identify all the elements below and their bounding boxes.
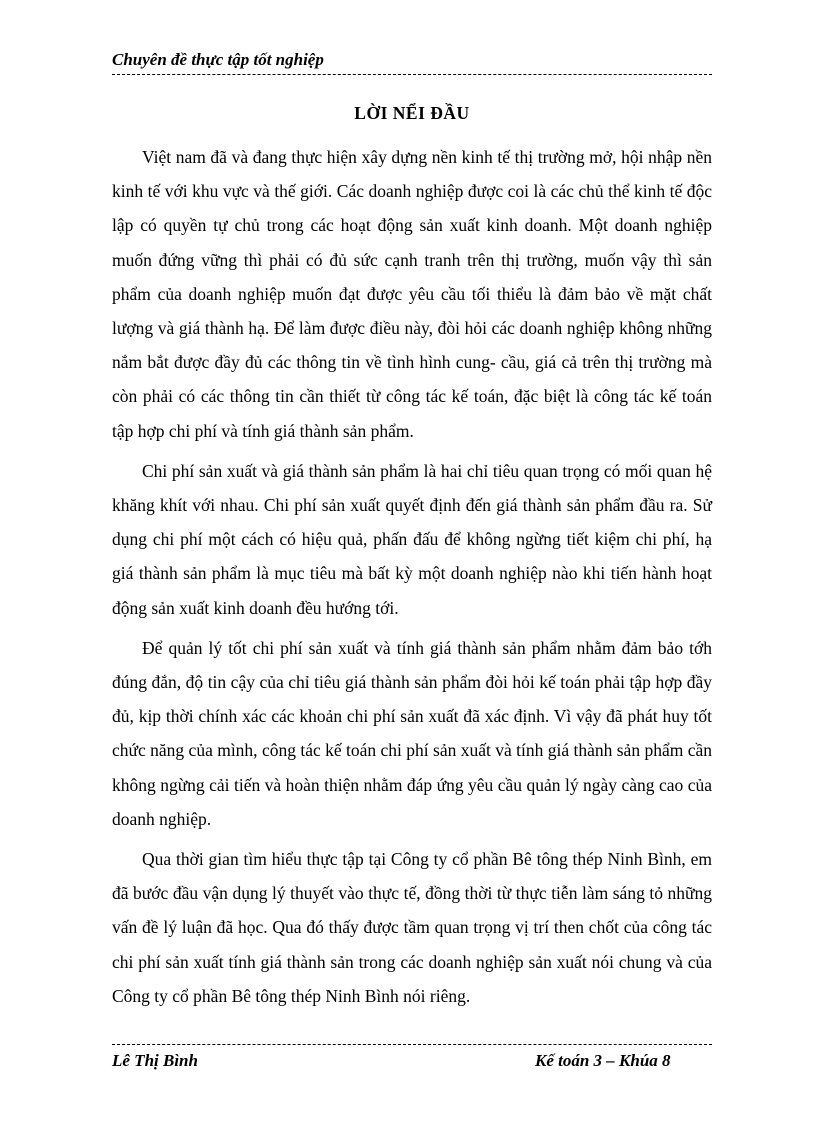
document-body — [112, 140, 712, 1019]
header-divider — [112, 74, 712, 75]
page-header-title: Chuyên đề thực tập tốt nghiệp — [112, 50, 324, 69]
paragraph: Chi phí sản xuất và giá thành sản phẩm là hai chỉ tiêu quan trọng có mối quan hệ khăng khít với nhau. Chi phí sản xuất quyết định đến giá thành sản phẩm đầu ra. Sử dụng chi phí một cách có hiệu quả, phấn đấu để không ngừng tiết kiệm chi phí, hạ giá thành sản phẩm là mục tiêu mà bất kỳ một doanh nghiệp nào khi tiến hành hoạt động sản xuất kinh doanh đều hướng tới. — [112, 460, 712, 618]
footer-author: Lê Thị Bình — [112, 1051, 198, 1070]
paragraph: Để quản lý tốt chi phí sản xuất và tính giá thành sản phẩm nhằm đảm bảo tớh đúng đắn, độ tin cậy của chỉ tiêu giá thành sản phẩm đòi hỏi kế toán phải tập hợp đầy đủ, kịp thời chính xác các khoản chi phí sản xuất đã xác định. Vì vậy đã phát huy tốt chức năng của mình, công tác kế toán chi phí sản xuất và tính giá thành sản phẩm cần không ngừng cải tiến và hoàn thiện nhằm đáp ứng yêu cầu quản lý ngày càng cao của doanh nghiệp. — [112, 637, 712, 829]
document-heading: LỜI NỂI ĐẦU — [354, 103, 470, 123]
footer-divider — [112, 1044, 712, 1045]
paragraph: Qua thời gian tìm hiểu thực tập tại Công ty cổ phần Bê tông thép Ninh Bình, em đã bước đầu vận dụng lý thuyết vào thực tế, đồng thời từ thực tiễn làm sáng tỏ những vấn đề lý luận đã học. Qua đó thấy được tầm quan trọng vị trí then chốt của công tác chi phí sản xuất tính giá thành sản trong các doanh nghiệp sản xuất nói chung và của Công ty cổ phần Bê tông thép Ninh Bình nói riêng. — [112, 849, 712, 1006]
footer-class: Kế toán 3 – Khúa 8 — [535, 1051, 671, 1070]
paragraph: Việt nam đã và đang thực hiện xây dựng nền kinh tế thị trường mở, hội nhập nền kinh tế với khu vực và thế giới. Các doanh nghiệp được coi là các chủ thể kinh tế độc lập có quyền tự chủ trong các hoạt động sản xuất kinh doanh. Một doanh nghiệp muốn đứng vững thì phải có đủ sức cạnh tranh trên thị trường, muốn vậy thì sản phẩm của doanh nghiệp muốn đạt được yêu cầu tối thiểu là đảm bảo về mặt chất lượng và giá thành hạ. Để làm được điều này, đòi hỏi các doanh nghiệp không những nắm bắt được đầy đủ các thông tin về tình hình cung- cầu, giá cả trên thị trường mà còn phải có các thông tin cần thiết từ công tác kế toán, đặc biệt là công tác kế toán tập hợp chi phí và tính giá thành sản phẩm. — [112, 147, 712, 441]
